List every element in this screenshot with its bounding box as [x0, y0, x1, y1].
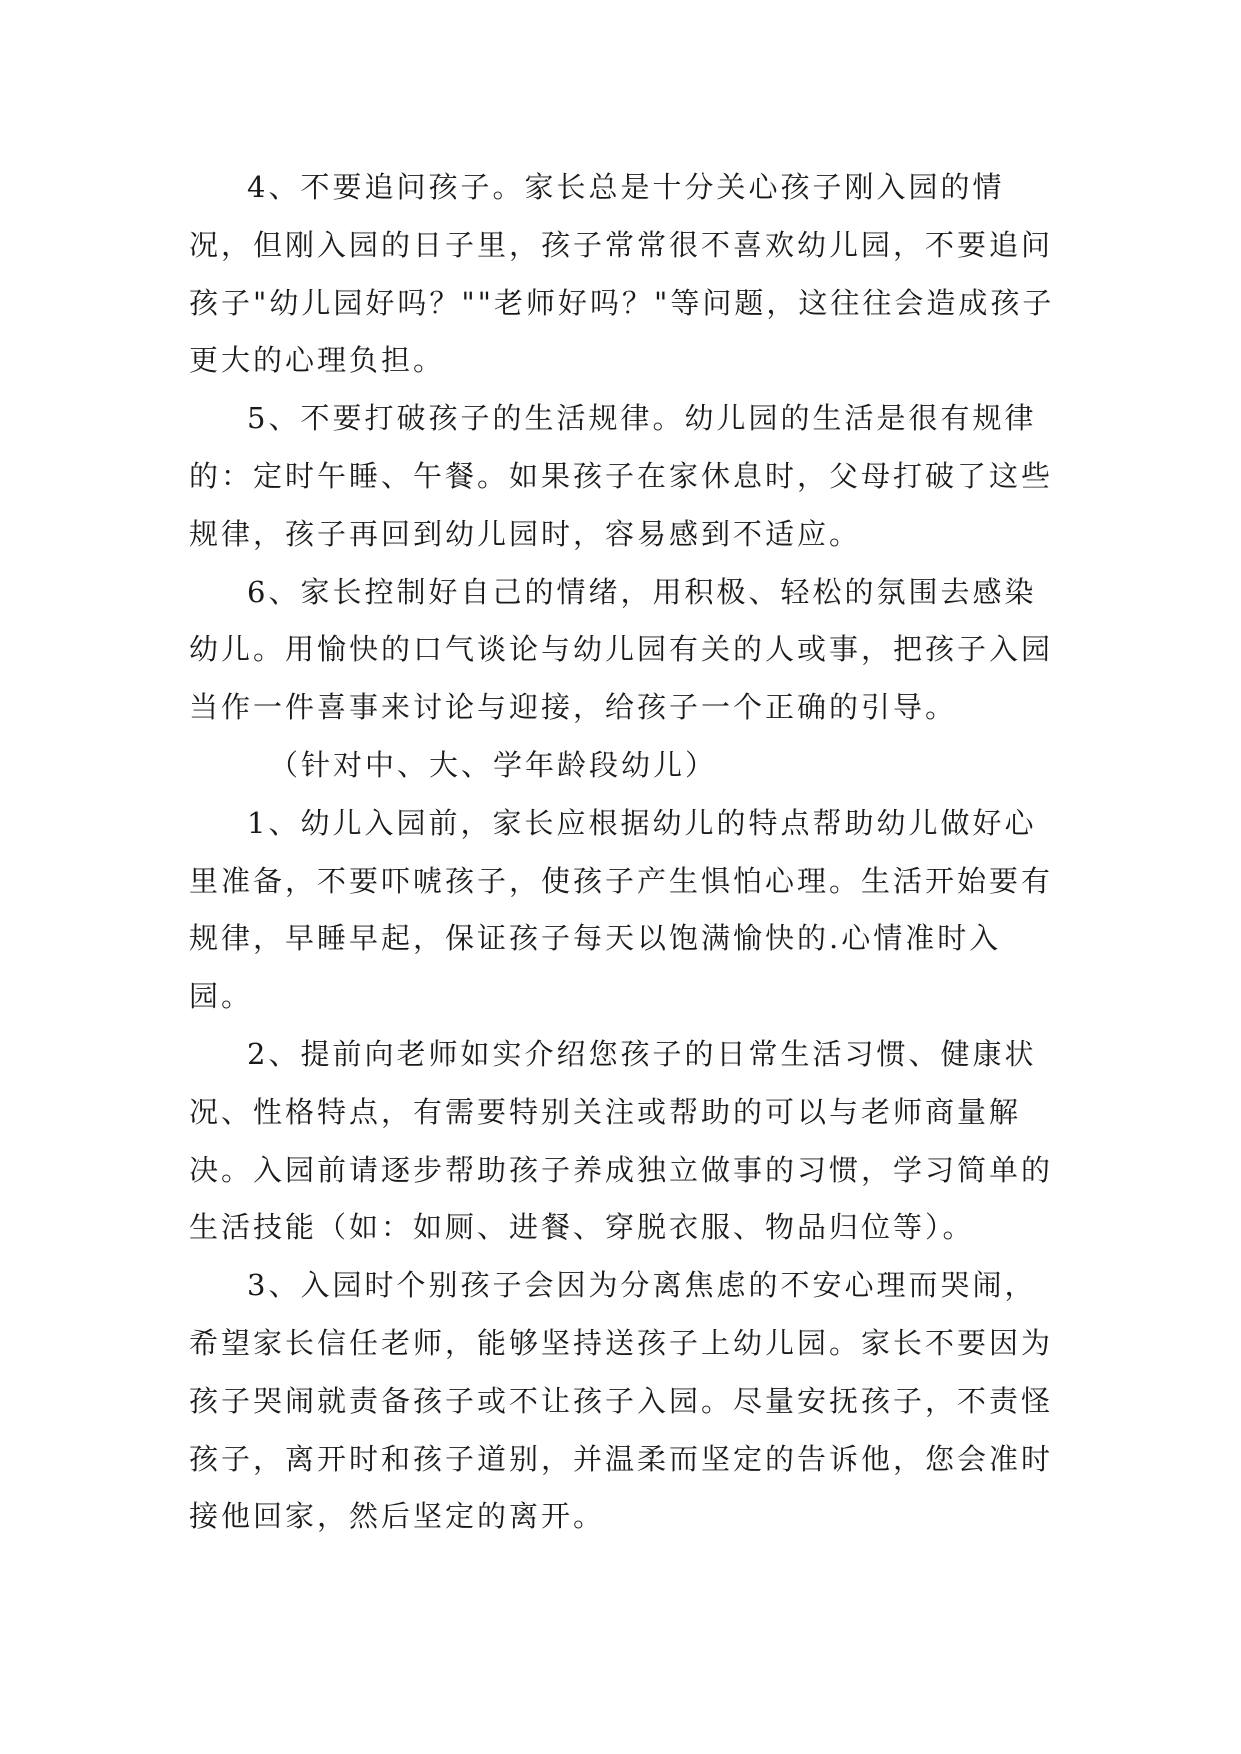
document-body: [189, 159, 1059, 1546]
section-heading: （针对中、大、学年龄段幼儿）: [269, 747, 718, 782]
paragraph-item-5: 5、不要打破孩子的生活规律。幼儿园的生活是很有规律的：定时午睡、午餐。如果孩子在家休息时，父母打破了这些规律，孩子再回到幼儿园时，容易感到不适应。: [189, 401, 1054, 551]
paragraph-item-4: 4、不要追问孩子。家长总是十分关心孩子刚入园的情况，但刚入园的日子里，孩子常常很不喜欢幼儿园，不要追问孩子"幼儿园好吗？""老师好吗？"等问题，这往往会造成孩子更大的心理负担。: [189, 170, 1055, 378]
paragraph-item-1: 1、幼儿入园前，家长应根据幼儿的特点帮助幼儿做好心里准备，不要吓唬孩子，使孩子产生惧怕心理。生活开始要有规律，早睡早起，保证孩子每天以饱满愉快的.心情准时入园。: [189, 805, 1054, 1014]
paragraph-item-3: 3、入园时个别孩子会因为分离焦虑的不安心理而哭闹，希望家长信任老师，能够坚持送孩子上幼儿园。家长不要因为孩子哭闹就责备孩子或不让孩子入园。尽量安抚孩子，不责怪孩子，离开时和孩子道别，并温柔而坚定的告诉他，您会准时接他回家，然后坚定的离开。: [189, 1268, 1054, 1534]
paragraph-item-6: 6、家长控制好自己的情绪，用积极、轻松的氛围去感染幼儿。用愉快的口气谈论与幼儿园有关的人或事，把孩子入园当作一件喜事来讨论与迎接，给孩子一个正确的引导。: [189, 574, 1054, 725]
paragraph-item-2: 2、提前向老师如实介绍您孩子的日常生活习惯、健康状况、性格特点，有需要特别关注或帮助的可以与老师商量解决。入园前请逐步帮助孩子养成独立做事的习惯，学习简单的生活技能（如：如厕、进餐、穿脱衣服、物品归位等）。: [189, 1036, 1054, 1245]
